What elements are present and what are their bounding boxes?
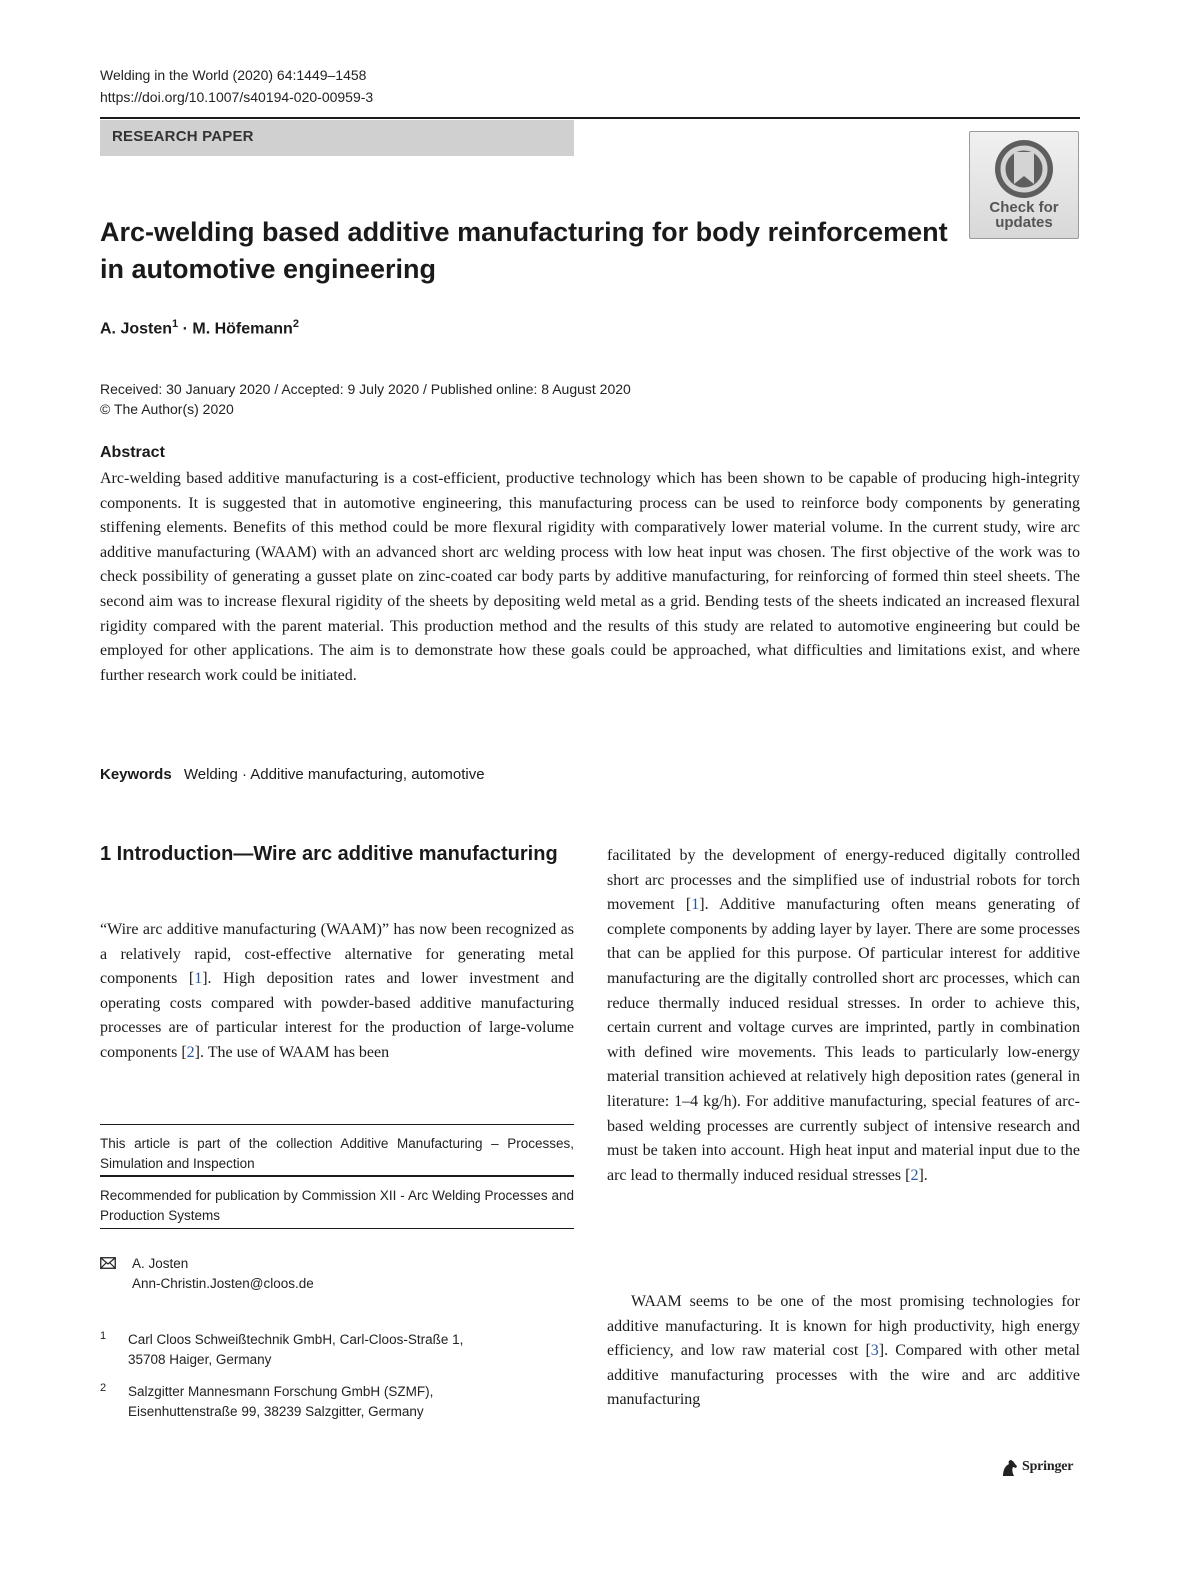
- publication-dates: [100, 379, 631, 419]
- envelope-icon: [100, 1257, 116, 1269]
- collection-note: This article is part of the collection Additive Manufacturing – Processes, Simulation and Inspection: [100, 1136, 574, 1171]
- affiliation-number: 1: [100, 1330, 107, 1342]
- header-rule: [100, 117, 1080, 119]
- citation-link[interactable]: 2: [910, 1166, 919, 1184]
- article-type-label: RESEARCH PAPER: [112, 128, 254, 145]
- intro-paragraph-right-1: facilitated by the development of energy-reduced digitally controlled short arc processes and the simplified use of industrial robots for torch movement [1]. Additive manufacturing often means generating of complete components by adding layer by layer. There are some processes that can be applied for this purpose. Of particular interest for additive manufacturing are the digitally controlled short arc processes, which can reduce thermally induced residual stresses. In order to achieve this, certain current and voltage curves are imprinted, partly in combination with defined wire movements. This leads to particularly low-energy material transition achieved at relatively high deposition rates (general in literature: 1–4 kg/h). For additive manufacturing, special features of arc-based welding processes are currently subject of intensive research and must be taken into account. High heat input and material input due to the arc lead to thermally induced residual stresses [2].: [607, 847, 1080, 1184]
- affiliation-number: 2: [100, 1382, 107, 1394]
- corresponding-name: A. Josten: [132, 1256, 189, 1271]
- intro-paragraph-left: “Wire arc additive manufacturing (WAAM)” has now been recognized as a relatively rapid, cost-effective alternative for generating metal components [1]. High deposition rates and lower investment and operating costs compared with powder-based additive manufacturing processes are of particular interest for the production of large-volume components [2]. The use of WAAM has been: [100, 921, 574, 1061]
- abstract-heading: Abstract: [100, 444, 165, 461]
- footnote-rule: [100, 1228, 574, 1229]
- publisher-name: Springer: [1022, 1459, 1074, 1474]
- abstract-text: Arc-welding based additive manufacturing is a cost-efficient, productive technology which has been shown to be capable of producing high-integrity components. It is suggested that in automotive engineering, this manufacturing process can be used to reinforce body components by generating stiffening elements. Benefits of this method could be more flexural rigidity with comparatively lower material volume. In the current study, wire arc additive manufacturing (WAAM) with an advanced short arc welding process with low heat input was chosen. The first objective of the work was to check possibility of generating a gusset plate on zinc-coated car body parts by additive manufacturing, for reinforcing of formed thin steel sheets. The second aim was to increase flexural rigidity of the sheets by depositing weld metal as a grid. Bending tests of the sheets indicated an increased flexural rigidity compared with the parent material. This production method and the results of this study are related to automotive engineering but could be employed for other applications. The aim is to demonstrate how these goals could be approached, what difficulties and limitations exist, and where further research work could be initiated.: [100, 470, 1080, 684]
- keywords-text: Welding · Additive manufacturing, automotive: [183, 766, 485, 783]
- springer-horse-icon: [1000, 1458, 1020, 1478]
- section-heading: 1 Introduction—Wire arc additive manufacturing: [100, 843, 558, 865]
- keywords: [100, 766, 485, 783]
- citation-link[interactable]: 1: [194, 970, 203, 988]
- citation-link[interactable]: 3: [870, 1342, 879, 1360]
- doi-link[interactable]: https://doi.org/10.1007/s40194-020-00959-3: [100, 89, 374, 105]
- corresponding-email[interactable]: Ann-Christin.Josten@cloos.de: [132, 1276, 314, 1291]
- citation-link[interactable]: 2: [186, 1043, 195, 1061]
- affiliation-marker: 1: [172, 318, 179, 330]
- check-updates-text: Check for updates: [989, 199, 1059, 231]
- author-name[interactable]: A. Josten: [100, 320, 173, 338]
- author-separator: ·: [182, 320, 188, 338]
- check-updates-icon: [990, 138, 1058, 200]
- paper-page: Welding in the World (2020) 64:1449–1458 https://doi.org/10.1007/s40194-020-00959-3 RESEARCH PAPER Check for updates Arc-welding based additive manufacturing for body reinforcement in automotive engineering A. Josten$^1$ · M. Höfemann$^2$ Received: 30 January 2020 / Accepted: 9 July 2020 / Published online: 8 August 2020 © The Author(s) 2020 Abstract Arc-welding based additive manufacturing is a cost-efficient, productive technology which has been shown to be capable of producing high-integrity components. It is suggested that in automotive engineering, this manufacturing process can be used to reinforce body components by generating stiffening elements. Benefits of this method could be more flexural rigidity with comparatively lower material volume. In the current study, wire arc additive manufacturing (WAAM) with an advanced short arc welding process with low heat input was chosen. The first objective of the work was to check possibility of generating a gusset plate on zinc-coated car body parts by additive manufacturing, for reinforcing of formed thin steel sheets. The second aim was to increase flexural rigidity of the sheets by depositing weld metal as a grid. Bending tests of the sheets indicated an increased flexural rigidity compared with the parent material. This production method and the results of this study are related to automotive engineering but could be employed for other applications. The aim is to demonstrate how these goals could be approached, what difficulties and limitations exist, and where further research work could be initiated. Keywords Welding · Additive manufacturing, automotive 1 Introduction—Wire arc additive manufacturing “Wire arc additive manufacturing (WAAM)” has now been recognized as a relatively rapid, cost-effective alternative for generating metal components [1]. High deposition rates and lower investment and operating costs compared with powder-based additive manufacturing processes are of particular interest for the production of large-volume components [2]. The use of WAAM has been facilitated by the development of energy-reduced digitally controlled short arc processes and the simplified use of industrial robots for torch movement [1]. Additive manufacturing often means generating of complete components by adding layer by layer. There are some processes that can be applied for this purpose. Of particular interest for additive manufacturing are the digitally controlled short arc processes, which can reduce thermally induced residual stresses. In order to achieve this, certain current and voltage curves are imprinted, partly in combination with defined wire movements. This leads to particularly low-energy material transition achieved at relatively high deposition rates (general in literature: 1–4 kg/h). For additive manufacturing, special features of arc-based welding processes are currently subject of intensive research and must be taken into account. High heat input and material input due to the arc lead to thermally induced residual stresses [2]. WAAM seems to be one of the most promising technologies for additive manufacturing. It is known for high productivity, high energy efficiency, and low raw material cost [3]. Compared with other metal additive manufacturing processes with the wire and arc additive manufacturing This article is part of the collection Additive Manufacturing – Processes, Simulation and Inspection Recommended for publication by Commission XII - Arc Welding Processes and Production Systems A. Josten Ann-Christin.Josten@cloos.de 1 Carl Cloos Schweißtechnik GmbH, Carl-Cloos-Straße 1, 35708 Haiger, Germany 2 Salzgitter Mannesmann Forschung GmbH (SZMF), Eisenhuttenstraße 99, 38239 Salzgitter, Germany Springer: [0, 0, 1200, 1593]
- affiliation-marker: 2: [292, 318, 299, 330]
- article-type-band: [100, 120, 574, 156]
- citation-link[interactable]: 1: [691, 896, 700, 914]
- history-dates: Received: 30 January 2020 / Accepted: 9 July 2020 / Published online: 8 August 2020: [100, 381, 631, 397]
- commission-note: Recommended for publication by Commission XII - Arc Welding Processes and Production Systems: [100, 1188, 574, 1223]
- author-list: [100, 318, 299, 338]
- journal-citation: Welding in the World (2020) 64:1449–1458: [100, 67, 367, 83]
- footnote-rule: [100, 1175, 574, 1177]
- journal-header: [100, 64, 373, 108]
- paper-title: Arc-welding based additive manufacturing for body reinforcement in automotive engineering: [100, 217, 948, 284]
- intro-paragraph-right-2: WAAM seems to be one of the most promising technologies for additive manufacturing. It is known for high productivity, high energy efficiency, and low raw material cost [3]. Compared with other metal additive manufacturing processes with the wire and arc additive manufacturing: [607, 1293, 1080, 1409]
- copyright-line: © The Author(s) 2020: [100, 401, 234, 417]
- author-name[interactable]: M. Höfemann: [192, 320, 293, 338]
- keywords-label: Keywords: [100, 766, 172, 783]
- footnote-rule: [100, 1124, 574, 1125]
- check-for-updates-badge[interactable]: [969, 131, 1079, 239]
